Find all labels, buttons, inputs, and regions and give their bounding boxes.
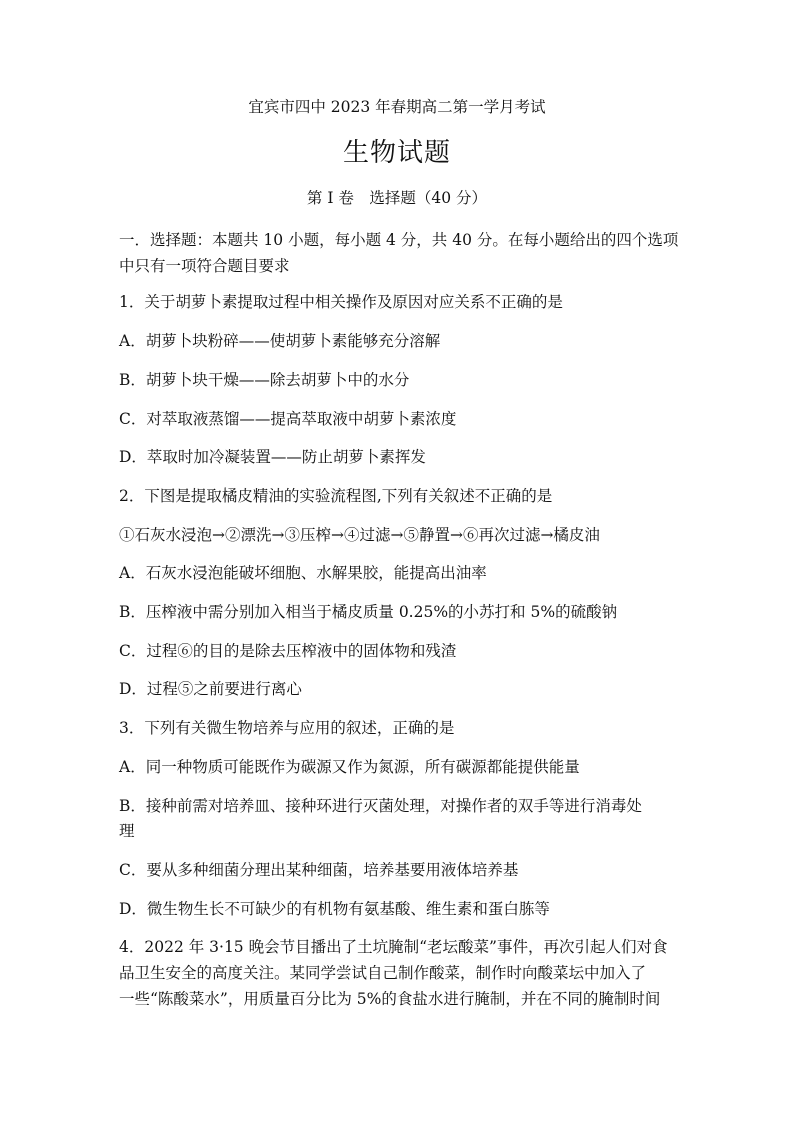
question-2-stem: 2．下图是提取橘皮精油的实验流程图,下列有关叙述不正确的是 <box>119 487 553 505</box>
question-3-option-a: A．同一种物质可能既作为碳源又作为氮源，所有碳源都能提供能量 <box>119 758 580 776</box>
question-4-stem: 4．2022 年 3·15 晚会节目播出了土坑腌制“老坛酸菜”事件，再次引起人们对食 <box>119 938 668 956</box>
question-1-stem: 1．关于胡萝卜素提取过程中相关操作及原因对应关系不正确的是 <box>119 293 563 311</box>
question-4-stem-continued: 一些“陈酸菜水”，用质量百分比为 5%的食盐水进行腌制，并在不同的腌制时间 <box>119 990 661 1008</box>
question-4-stem-continued: 品卫生安全的高度关注。某同学尝试自己制作酸菜，制作时向酸菜坛中加入了 <box>119 964 647 982</box>
question-3-option-b-continued: 理 <box>119 822 135 840</box>
question-2-flowchart: ①石灰水浸泡→②漂洗→③压榨→④过滤→⑤静置→⑥再次过滤→橘皮油 <box>119 526 600 544</box>
subject-title: 生物试题 <box>342 138 451 168</box>
instructions-line: 一．选择题：本题共 10 小题，每小题 4 分，共 40 分。在每小题给出的四个选项 <box>119 231 679 249</box>
instructions-line: 中只有一项符合题目要求 <box>119 257 290 275</box>
question-2-option-c: C．过程⑥的目的是除去压榨液中的固体物和残渣 <box>119 642 457 660</box>
question-2-option-b: B．压榨液中需分别加入相当于橘皮质量 0.25%的小苏打和 5%的硫酸钠 <box>119 603 618 621</box>
question-2-option-a: A．石灰水浸泡能破坏细胞、水解果胶，能提高出油率 <box>119 564 487 582</box>
question-3-option-b: B．接种前需对培养皿、接种环进行灭菌处理，对操作者的双手等进行消毒处 <box>119 797 642 815</box>
question-1-option-b: B．胡萝卜块干燥——除去胡萝卜中的水分 <box>119 371 410 389</box>
question-1-option-c: C．对萃取液蒸馏——提高萃取液中胡萝卜素浓度 <box>119 410 457 428</box>
question-1-option-a: A．胡萝卜块粉碎——使胡萝卜素能够充分溶解 <box>119 332 441 350</box>
question-3-option-c: C．要从多种细菌分理出某种细菌，培养基要用液体培养基 <box>119 861 519 879</box>
question-1-option-d: D．萃取时加冷凝装置——防止胡萝卜素挥发 <box>119 448 426 466</box>
question-3-stem: 3．下列有关微生物培养与应用的叙述，正确的是 <box>119 719 455 737</box>
school-exam-title: 宜宾市四中 2023 年春期高二第一学月考试 <box>248 98 546 116</box>
section-title: 第 I 卷 选择题（40 分） <box>306 189 488 207</box>
question-2-option-d: D．过程⑤之前要进行离心 <box>119 680 302 698</box>
question-3-option-d: D．微生物生长不可缺少的有机物有氨基酸、维生素和蛋白胨等 <box>119 900 550 918</box>
